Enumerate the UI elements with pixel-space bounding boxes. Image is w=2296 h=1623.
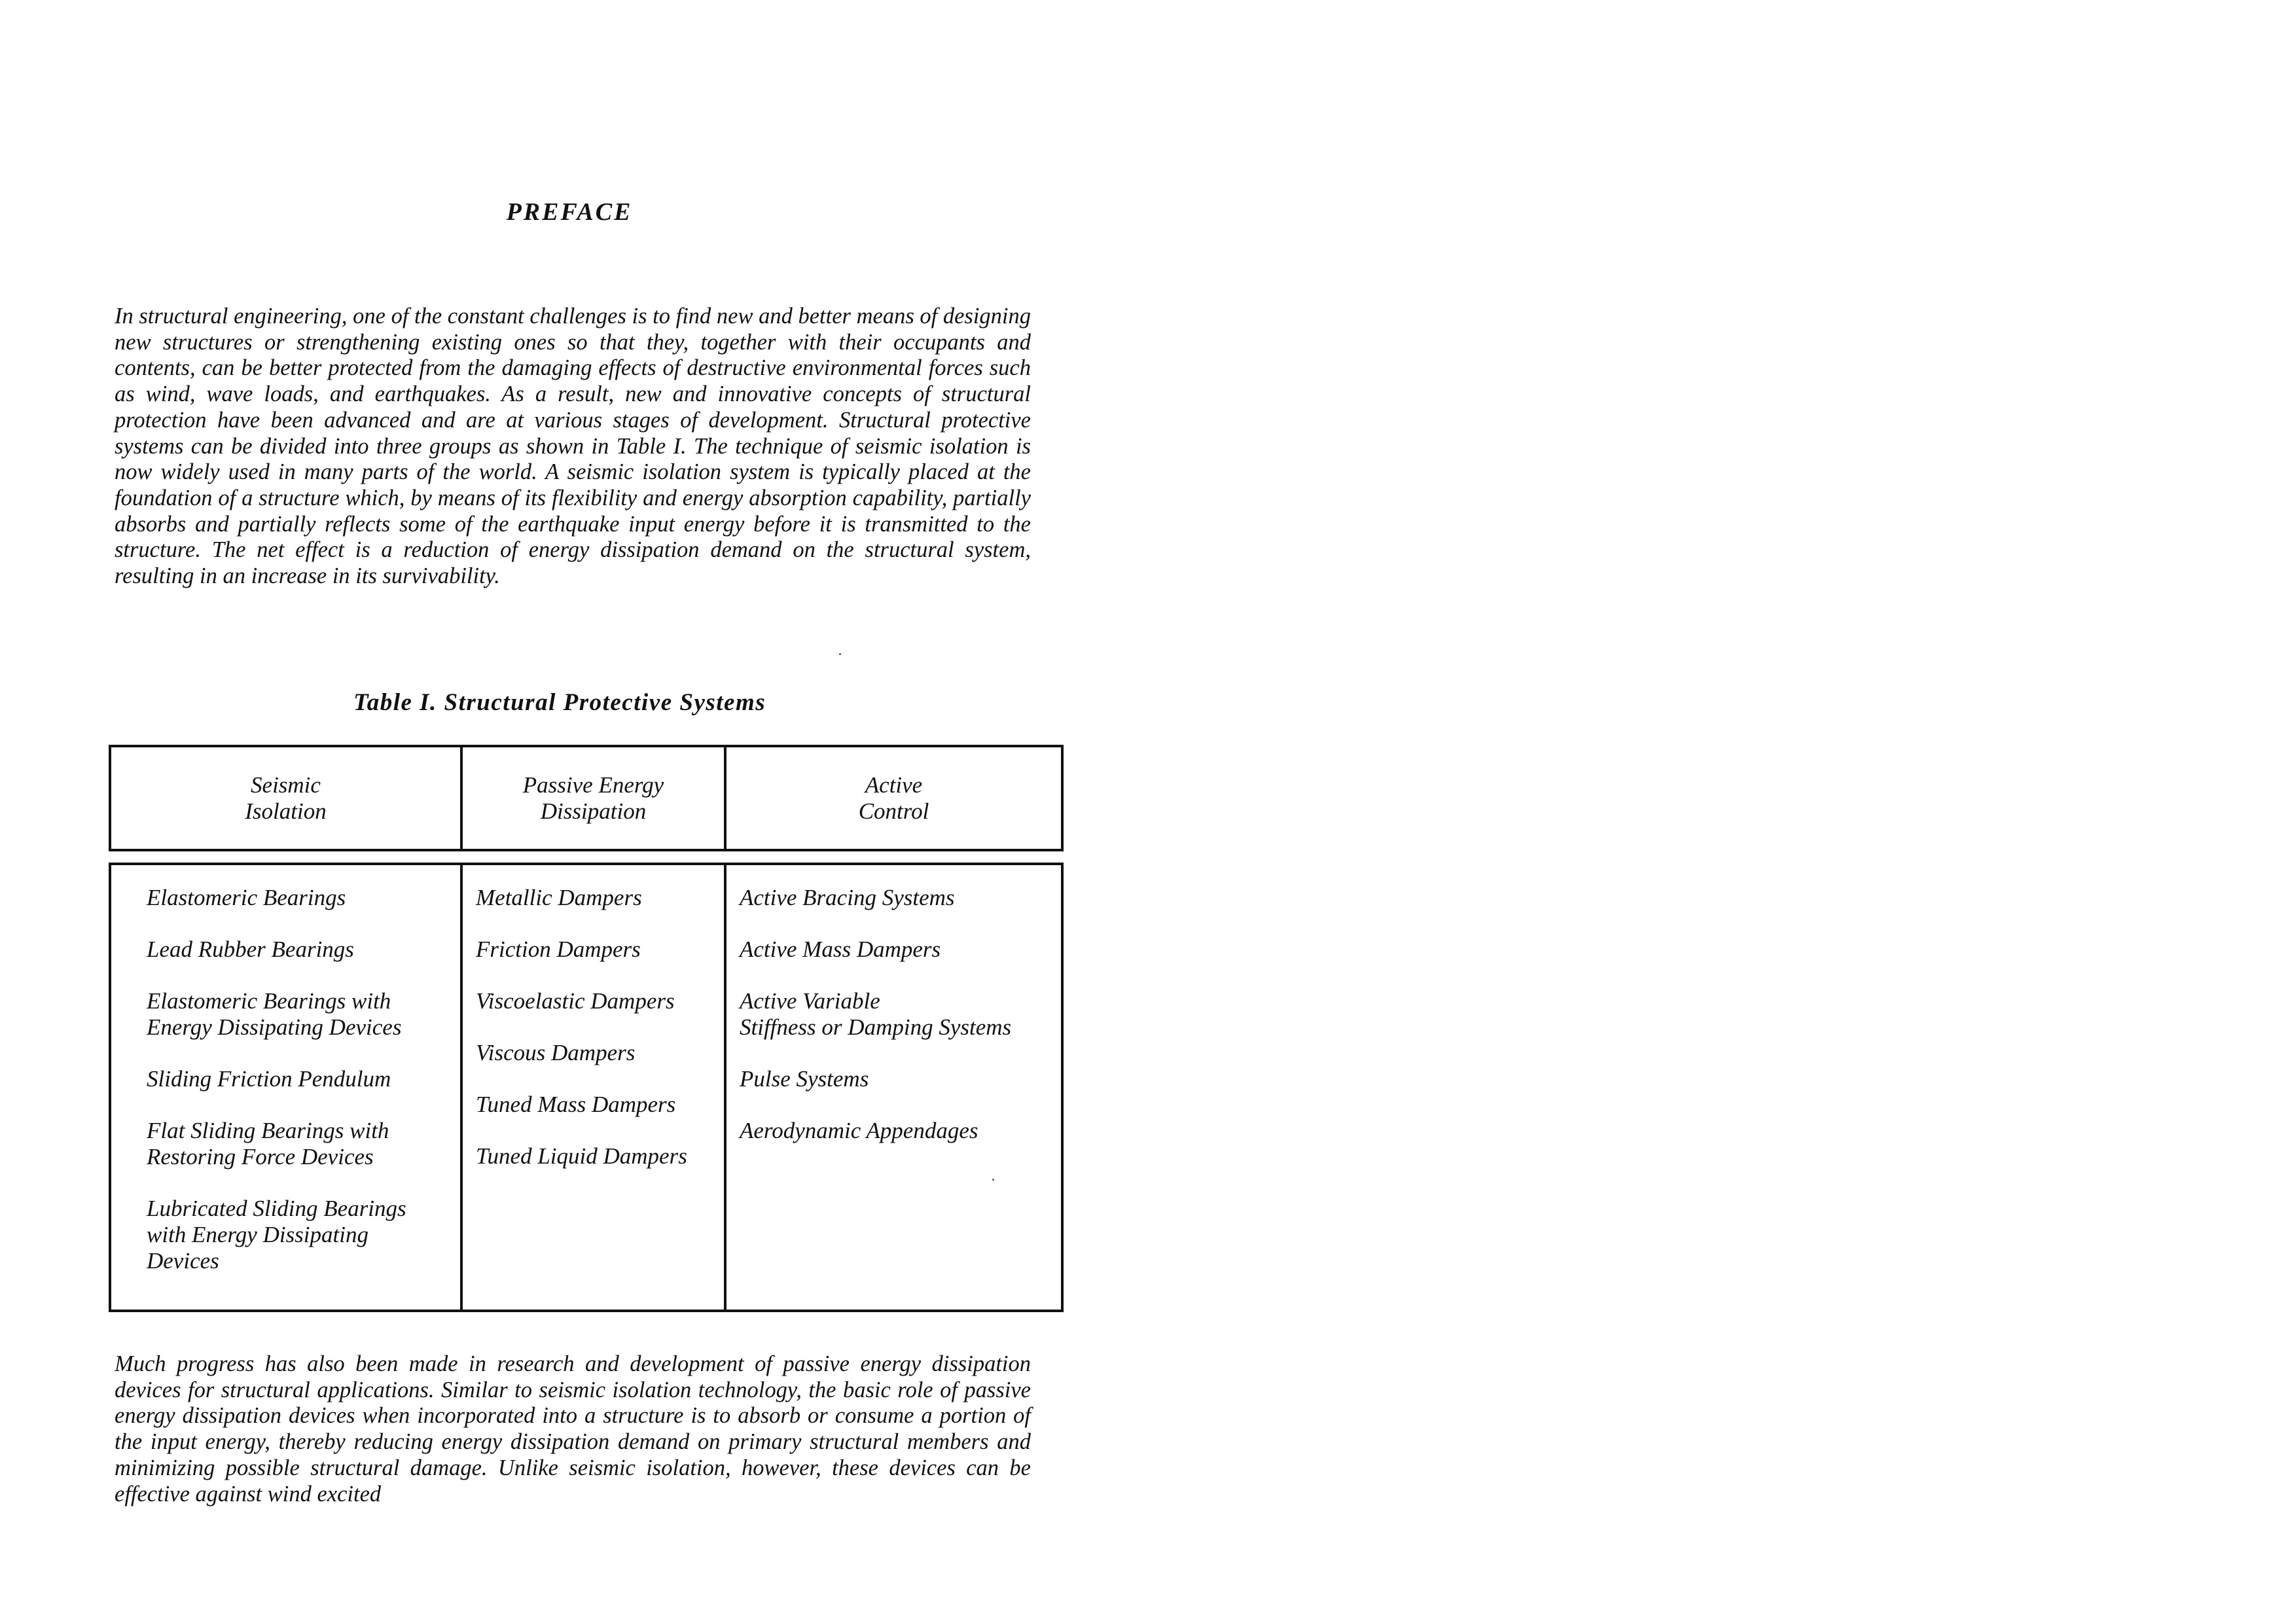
list-item: Aerodynamic Appendages — [740, 1118, 978, 1143]
table-caption: Table I. Structural Protective Systems — [353, 689, 766, 716]
list-item: Active Bracing Systems — [740, 885, 955, 910]
list-item: Sliding Friction Pendulum — [147, 1066, 391, 1092]
table-body — [109, 863, 1064, 1312]
list-item: Active Mass Dampers — [740, 936, 941, 962]
list-item: Metallic Dampers — [476, 885, 642, 910]
list-item: Pulse Systems — [740, 1066, 869, 1092]
list-item: Flat Sliding Bearings with Restoring Force Devices — [147, 1118, 389, 1169]
list-item: Viscous Dampers — [476, 1040, 636, 1065]
header-passive-energy-dissipation: Passive Energy Dissipation — [463, 747, 726, 849]
header-seismic-isolation: Seismic Isolation — [111, 747, 463, 849]
header-active-control: Active Control — [858, 772, 929, 824]
active-control-list — [726, 865, 1061, 1310]
table-header-row — [109, 745, 1064, 851]
list-item: Elastomeric Bearings — [147, 885, 346, 910]
list-item: Lubricated Sliding Bearings with Energy Dissipating Devices — [147, 1196, 406, 1274]
scan-speck — [992, 1179, 994, 1181]
list-item: Active Variable Stiffness or Damping Systems — [740, 988, 1012, 1040]
list-item: Friction Dampers — [476, 936, 641, 962]
scan-speck — [839, 653, 841, 655]
continuation-paragraph: Much progress has also been made in research and development of passive energy dissipation devices for structural applications. Similar to seismic isolation technology, the basic role of passive energy dissipation devices when incorporated into a structure is to absorb or consume a portion of the input energy, thereby reducing energy dissipation demand on primary structural members and minimizing possible structural damage. Unlike seismic isolation, however, these devices can be effective against wind excited — [115, 1351, 1031, 1507]
list-item: Viscoelastic Dampers — [476, 988, 675, 1014]
page-title: PREFACE — [506, 198, 633, 226]
seismic-isolation-list — [111, 865, 463, 1310]
list-item: Tuned Liquid Dampers — [476, 1143, 687, 1169]
list-item: Elastomeric Bearings with Energy Dissipating Devices — [147, 988, 402, 1040]
list-item: Lead Rubber Bearings — [147, 936, 354, 962]
list-item: Tuned Mass Dampers — [476, 1092, 676, 1117]
passive-energy-dissipation-list — [463, 865, 726, 1310]
intro-paragraph: In structural engineering, one of the constant challenges is to find new and better means of designing new structures or strengthening existing ones so that they, together with their occupants and contents, can be better protected from the damaging effects of destructive environmental forces such as wind, wave loads, and earthquakes. As a result, new and innovative concepts of structural protection have been advanced and are at various stages of development. Structural protective systems can be divided into three groups as shown in Table I. The technique of seismic isolation is now widely used in many parts of the world. A seismic isolation system is typically placed at the foundation of a structure which, by means of its flexibility and energy absorption capability, partially absorbs and partially reflects some of the earthquake input energy before it is transmitted to the structure. The net effect is a reduction of energy dissipation demand on the structural system, resulting in an increase in its survivability. — [115, 304, 1031, 589]
